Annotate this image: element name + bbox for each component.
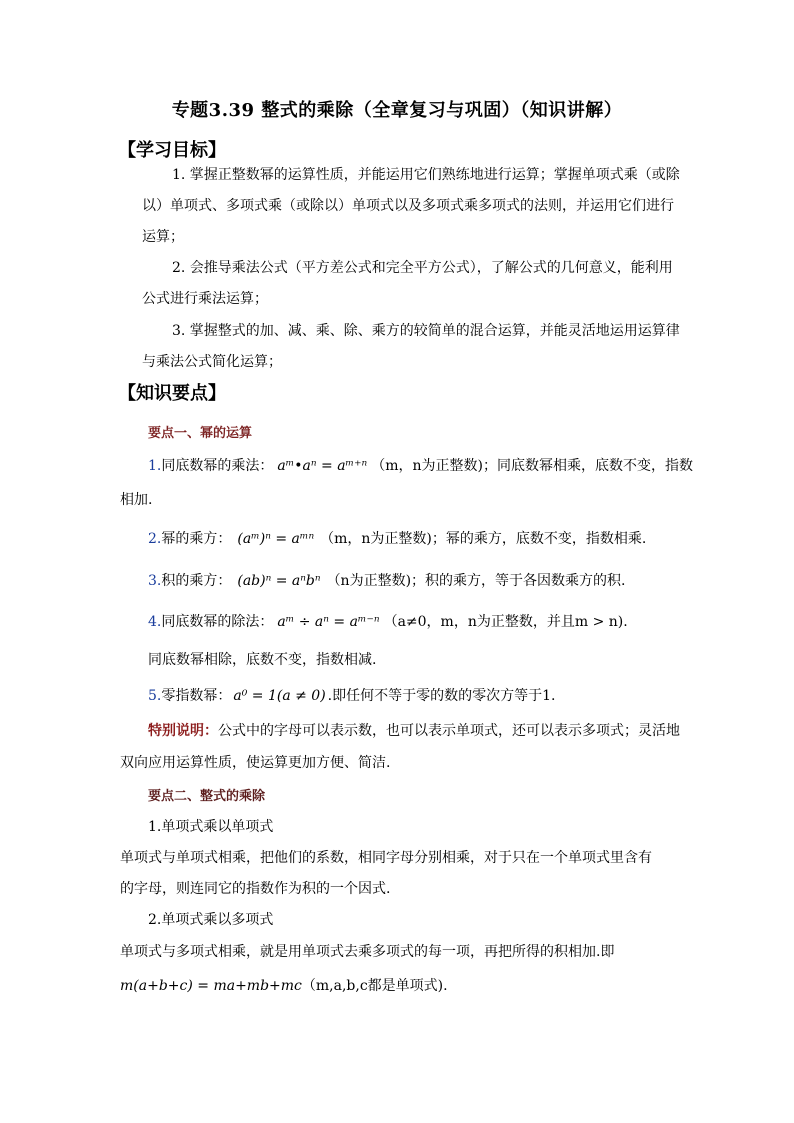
rule-2-number: 2. <box>148 531 162 547</box>
rule-4-continuation: 同底数幂相除，底数不变，指数相减. <box>148 652 377 668</box>
goal-line-3: 运算； <box>142 229 184 245</box>
page-title: 专题3.39 整式的乘除（全章复习与巩固）（知识讲解） <box>171 100 623 121</box>
paragraph-1-line-2: 的字母，则连同它的指数作为积的一个因式. <box>120 881 391 897</box>
rule-4-label: 同底数幂的除法： <box>161 614 274 630</box>
goal-line-2: 以）单项式、多项式乘（或除以）单项式以及多项式乘多项式的法则，并运用它们进行 <box>142 198 674 214</box>
rule-3-line <box>148 571 626 591</box>
rule-3-text: （n为正整数)；积的乘方，等于各因数乘方的积. <box>326 573 626 589</box>
subsection-title-2: 2.单项式乘以多项式 <box>148 912 274 928</box>
point-one-heading: 要点一、幂的运算 <box>148 426 253 441</box>
goal-line-1: 1. 掌握正整数幂的运算性质，并能运用它们熟练地进行运算；掌握单项式乘（或除 <box>172 167 680 183</box>
rule-1-continuation: 相加. <box>120 492 153 508</box>
rule-3-label: 积的乘方： <box>161 573 232 589</box>
special-note-line-2: 双向应用运算性质，使运算更加方便、简洁. <box>120 755 391 771</box>
distributive-note: （m,a,b,c都是单项式). <box>301 978 448 994</box>
section-heading-goals: 【学习目标】 <box>118 140 226 161</box>
point-two-heading: 要点二、整式的乘除 <box>148 789 266 804</box>
rule-3-formula: (ab)ⁿ = aⁿbⁿ <box>237 573 321 589</box>
rule-2-label: 幂的乘方： <box>161 531 232 547</box>
special-note-label: 特别说明： <box>148 723 218 739</box>
rule-5-number: 5. <box>148 688 162 704</box>
rule-5-label: 零指数幂： <box>161 688 232 704</box>
rule-4-formula: aᵐ ÷ aⁿ = aᵐ⁻ⁿ <box>277 614 380 630</box>
rule-1-text: （m，n为正整数)；同底数幂相乘，底数不变，指数 <box>371 458 693 474</box>
section-heading-points: 【知识要点】 <box>118 383 226 404</box>
rule-1-line <box>148 456 693 476</box>
goal-line-4: 2. 会推导乘法公式（平方差公式和完全平方公式），了解公式的几何意义，能利用 <box>172 260 673 276</box>
rule-1-formula: aᵐ•aⁿ = aᵐ⁺ⁿ <box>277 458 368 474</box>
special-note-text: 公式中的字母可以表示数，也可以表示单项式，还可以表示多项式；灵活地 <box>218 723 680 739</box>
goal-line-7: 与乘法公式简化运算； <box>142 354 282 370</box>
rule-1-number: 1. <box>148 458 162 474</box>
rule-3-number: 3. <box>148 573 162 589</box>
rule-5-line <box>148 686 555 706</box>
special-note-line-1 <box>148 721 680 741</box>
rule-2-line <box>148 529 646 549</box>
rule-4-line <box>148 612 628 632</box>
rule-2-formula: (aᵐ)ⁿ = aᵐⁿ <box>237 531 315 547</box>
paragraph-2-line-1: 单项式与多项式相乘，就是用单项式去乘多项式的每一项，再把所得的积相加.即 <box>120 944 615 960</box>
rule-5-text: .即任何不等于零的数的零次方等于1. <box>327 688 556 704</box>
rule-1-label: 同底数幂的乘法： <box>161 458 274 474</box>
subsection-title-1: 1.单项式乘以单项式 <box>148 819 274 835</box>
paragraph-2-line-2 <box>120 976 448 996</box>
distributive-formula: m(a+b+c) = ma+mb+mc <box>120 978 302 994</box>
rule-4-number: 4. <box>148 614 162 630</box>
goal-line-5: 公式进行乘法运算； <box>142 291 268 307</box>
rule-5-formula: a⁰ = 1(a ≠ 0) <box>233 688 326 704</box>
rule-2-text: （m，n为正整数)；幂的乘方，底数不变，指数相乘. <box>320 531 647 547</box>
paragraph-1-line-1: 单项式与单项式相乘，把他们的系数，相同字母分别相乘，对于只在一个单项式里含有 <box>120 850 652 866</box>
goal-line-6: 3. 掌握整式的加、减、乘、除、乘方的较简单的混合运算，并能灵活地运用运算律 <box>172 323 680 339</box>
rule-4-text: （a≠0，m，n为正整数，并且m > n). <box>383 614 628 630</box>
